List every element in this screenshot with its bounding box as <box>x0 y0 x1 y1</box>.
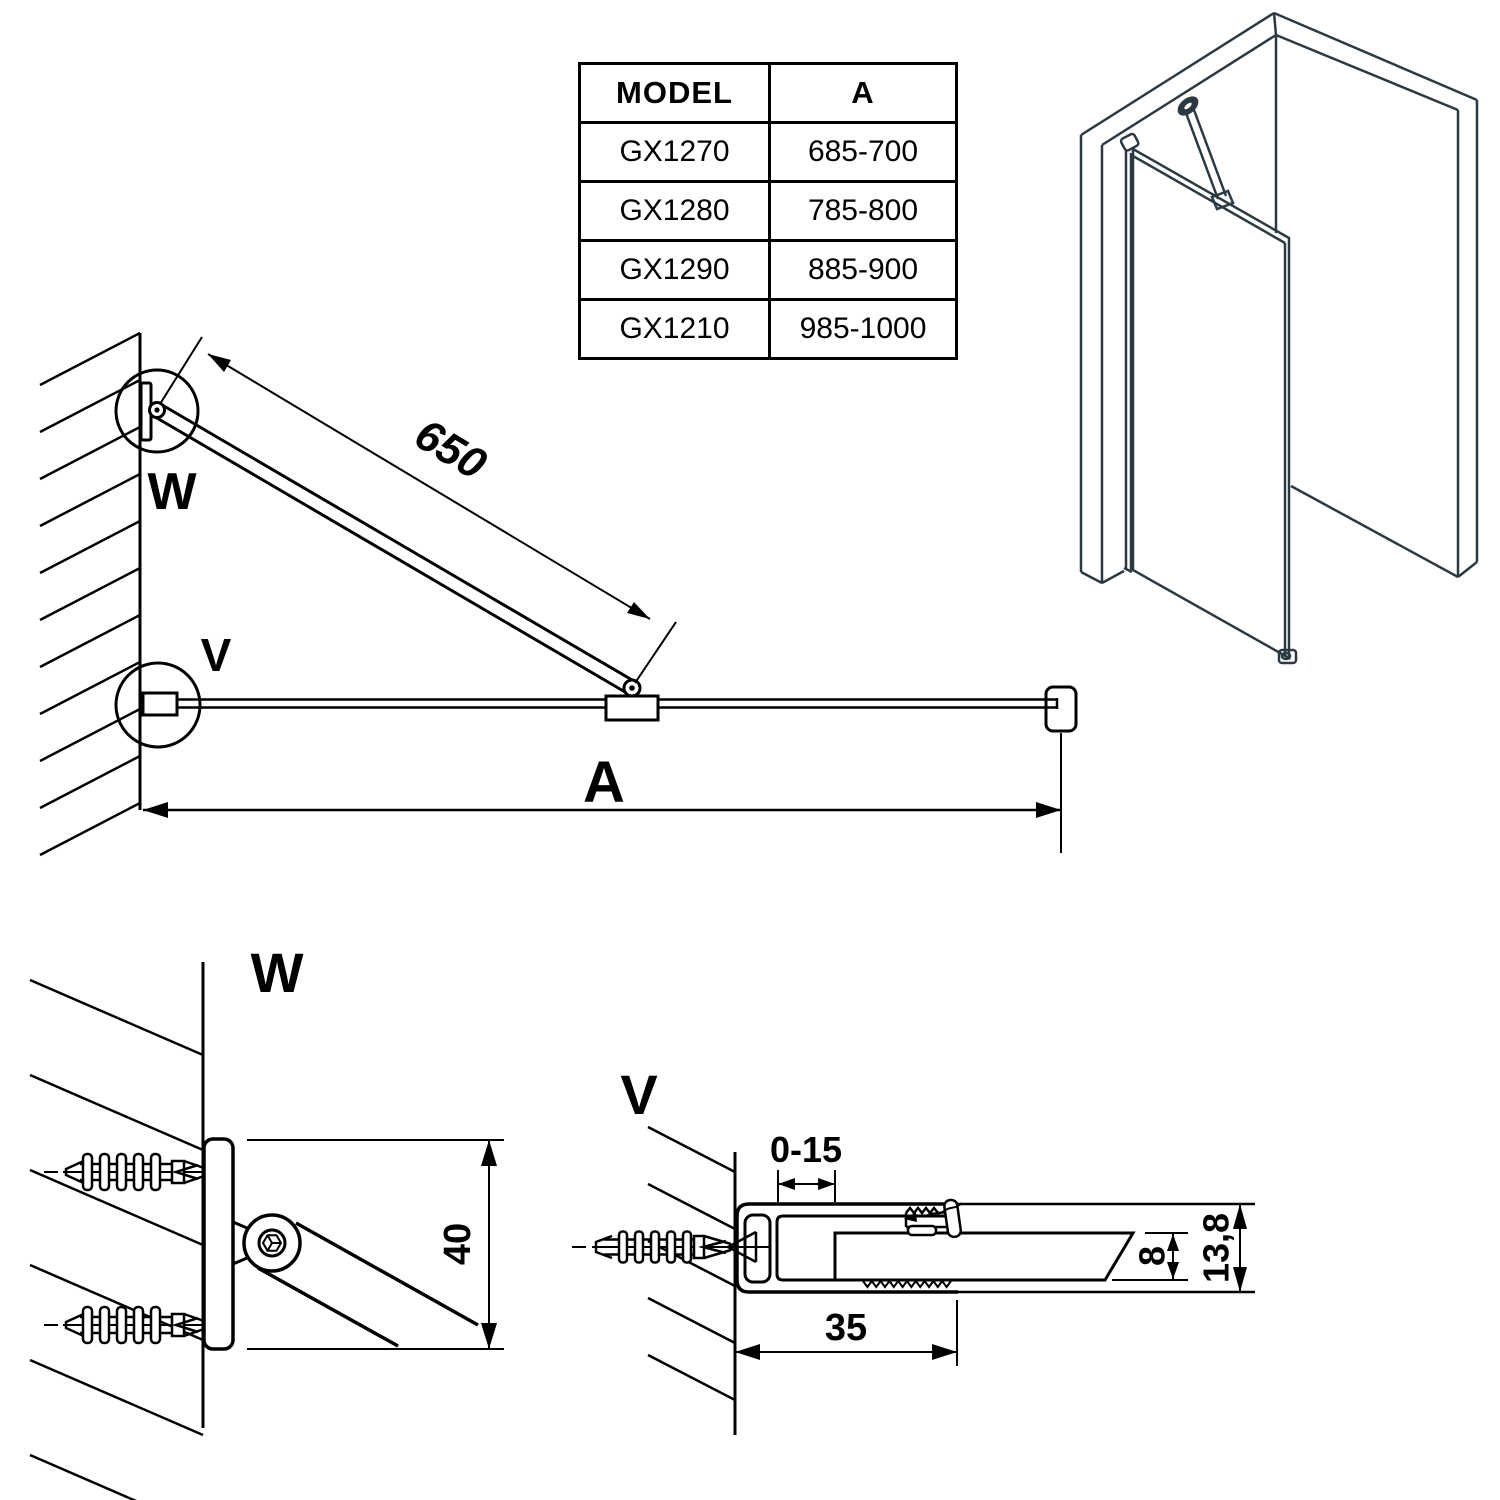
callout-w-label: W <box>147 463 197 521</box>
shower-walls <box>1081 13 1477 583</box>
model-cell: GX1270 <box>580 123 770 182</box>
detail-w-title: W <box>250 941 304 1004</box>
dimension-35 <box>735 1300 957 1366</box>
table-row <box>580 123 957 182</box>
wall-plug-v <box>572 1232 770 1263</box>
a-cell: 885-900 <box>770 241 957 300</box>
bracket-plate <box>204 1139 233 1349</box>
support-bar-length-label: 650 <box>406 409 495 490</box>
detail-v-title: V <box>620 1063 658 1126</box>
bar-wall-pivot <box>150 403 165 418</box>
detail-w <box>30 941 504 1500</box>
glass-clamp <box>606 696 658 720</box>
bar-glass-pivot <box>624 680 640 696</box>
model-cell: GX1280 <box>580 182 770 241</box>
model-cell: GX1210 <box>580 300 770 359</box>
wall-hatch <box>30 980 203 1500</box>
glass-thickness-label: 8 <box>1131 1245 1173 1267</box>
header-a: A <box>770 64 957 123</box>
dimension-13-8 <box>1196 1204 1247 1292</box>
bracket-height-label: 40 <box>437 1222 480 1266</box>
glass-pane-iso <box>1133 149 1289 658</box>
dimension-8 <box>1112 1233 1188 1280</box>
dimension-650 <box>160 337 676 683</box>
bracket-pivot <box>233 1215 300 1271</box>
a-cell: 785-800 <box>770 182 957 241</box>
wall-profile-iso <box>1120 133 1139 572</box>
model-dimension-table <box>578 62 958 360</box>
glass-section <box>835 1233 1133 1280</box>
profile-height-label: 13,8 <box>1195 1212 1237 1284</box>
wall-hatch <box>40 333 140 855</box>
table-row <box>580 300 957 359</box>
table-header-row <box>580 64 957 123</box>
table-row <box>580 241 957 300</box>
table-row <box>580 182 957 241</box>
glass-inset-range-label: 0-15 <box>769 1129 843 1170</box>
model-cell: GX1290 <box>580 241 770 300</box>
overall-width-label: A <box>583 750 625 815</box>
glass-end-cap <box>1046 687 1076 731</box>
wall-plug-upper <box>44 1154 204 1190</box>
screw-chamber <box>745 1215 770 1282</box>
a-cell: 985-1000 <box>770 300 957 359</box>
support-bar-iso <box>1174 93 1233 209</box>
plan-view <box>40 333 1076 855</box>
header-model: MODEL <box>580 64 770 123</box>
dimension-a <box>143 733 1061 853</box>
glass-panel-top-view <box>143 700 1051 708</box>
wall-hatch <box>648 1127 735 1400</box>
wall-profile-top-view <box>143 693 177 715</box>
profile-depth-label: 35 <box>824 1307 868 1349</box>
dimension-0-15 <box>770 1129 842 1202</box>
isometric-view <box>1081 13 1477 663</box>
detail-v <box>572 1063 1255 1435</box>
a-cell: 685-700 <box>770 123 957 182</box>
callout-v-label: V <box>200 629 232 681</box>
cavity-serration <box>863 1281 951 1287</box>
wall-plug-lower <box>44 1307 204 1343</box>
